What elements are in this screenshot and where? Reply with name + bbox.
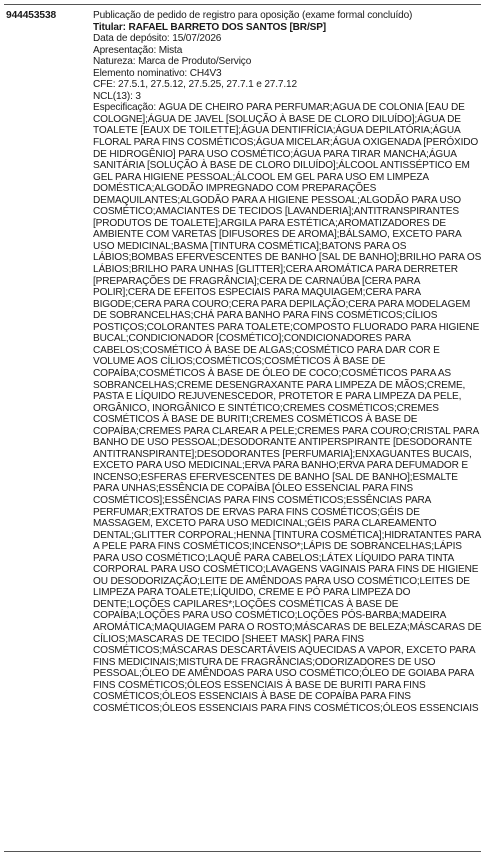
holder-name: Titular: RAFAEL BARRETO DOS SANTOS [BR/SP] [93, 21, 326, 33]
ncl-class: NCL(13): 3 [93, 90, 141, 102]
bottom-divider [4, 851, 481, 852]
top-divider [4, 4, 481, 5]
specification-container [93, 102, 482, 833]
nominative-element: Elemento nominativo: CH4V3 [93, 67, 222, 79]
deposit-date: Data de depósito: 15/07/2026 [93, 33, 222, 45]
process-number: 944453538 [6, 10, 57, 21]
dispatch-description: Publicação de pedido de registro para oposição (exame formal concluído) [93, 10, 413, 21]
specification-text: Especificação: ÁGUA DE CHEIRO PARA PERFUMAR;ÁGUA DE COLÔNIA [EAU DE COLOGNE];ÁGUA DE JAVEL [SOLUÇÃO À BASE DE CLORO DILUÍDO];ÁGUA DE TOALETE [EAUX DE TOILETTE];ÁGUA DENTIFRÍCIA;ÁGUA DEPILATÓRIA;ÁGUA FLORAL PARA FINS COSMÉTICOS;ÁGUA MICELAR;ÁGUA OXIGENADA [PERÓXIDO DE HIDROGÊNIO] PARA USO COSMÉTICO;ÁGUA PARA TIRAR MANCHA;ÁGUA SANITÁRIA [SOLUÇÃO À BASE DE CLORO DILUÍDO];ÁLCOOL ANTISSÉPTICO EM GEL PARA HIGIENE PESSOAL;ÁLCOOL EM GEL PARA USO EM LIMPEZA DOMÉSTICA;ALGODÃO IMPREGNADO COM PREPARAÇÕES DEMAQUILANTES;ALGODÃO PARA A HIGIENE PESSOAL;ALGODÃO PARA USO COSMÉTICO;AMACIANTES DE TECIDOS [LAVANDERIA];ANTITRANSPIRANTES [PRODUTOS DE TOALETE];ARGILA PARA ESTÉTICA;AROMATIZADORES DE AMBIENTE COM VARETAS [DIFUSORES DE AROMA];BÁLSAMO, EXCETO PARA USO MEDICINAL;BASMA [TINTURA COSMÉTICA];BATONS PARA OS LÁBIOS;BOMBAS EFERVESCENTES DE BANHO [SAL DE BANHO];BRILHO PARA OS LÁBIOS;BRILHO PARA UNHAS [GLITTER];CERA AROMÁTICA PARA DERRETER [PREPARAÇÕES DE FRAGRÂNCIA];CERA DE CARNAÚBA [CERA PARA POLIR];CERA DE EFEITOS ESPECIAIS PARA MAQUIAGEM;CERA PARA BIGODE;CERA PARA COURO;CERA PARA DEPILAÇÃO;CERA PARA MODELAGEM DE SOBRANCELHAS;CHÁ PARA BANHO PARA FINS COSMÉTICOS;CÍLIOS POSTIÇOS;COLORANTES PARA TOALETE;COMPOSTO FLUORADO PARA HIGIENE BUCAL;CONDICIONADOR [COSMÉTICO];CONDICIONADORES PARA CABELOS;COSMÉTICO À BASE DE ALGAS;COSMÉTICO PARA DAR COR E VOLUME AOS CÍLIOS;COSMÉTICOS;COSMÉTICOS À BASE DE COPAÍBA;COSMÉTICOS À BASE DE ÓLEO DE COCO;COSMÉTICOS PARA AS SOBRANCELHAS;CREME DESENGRAXANTE PARA LIMPEZA DE MÃOS;CREME, PASTA E LÍQUIDO REJUVENESCEDOR, PROTETOR E PARA LIMPEZA DA PELE, ORGÂNICO, INORGÂNICO E SINTÉTICO;CREMES COSMÉTICOS;CREMES COSMÉTICOS À BASE DE BURITI;CREMES COSMÉTICOS À BASE DE COPAÍBA;CREMES PARA CLAREAR A PELE;CREMES PARA COURO;CRISTAL PARA BANHO DE USO PESSOAL;DESODORANTE ANTIPERSPIRANTE [DESODORANTE ANTITRANSPIRANTE];DESODORANTES [PERFUMARIA];ENXAGUANTES BUCAIS, EXCETO PARA USO MEDICINAL;ERVA PARA BANHO;ERVA PARA DEFUMADOR E INCENSO;ESFERAS EFERVESCENTES DE BANHO [SAL DE BANHO];ESMALTE PARA UNHAS;ESSÊNCIA DE COPAÍBA [ÓLEO ESSENCIAL PARA FINS COSMÉTICOS];ESSÊNCIAS PARA FINS COSMÉTICOS;ESSÊNCIAS PARA PERFUMAR;EXTRATOS DE ERVAS PARA FINS COSMÉTICOS;GÉIS DE MASSAGEM, EXCETO PARA USO MEDICINAL;GÉIS PARA CLAREAMENTO DENTAL;GLITTER CORPORAL;HENNA [TINTURA COSMÉTICA];HIDRATANTES PARA A PELE PARA FINS COSMÉTICOS;INCENSO*;LÁPIS DE SOBRANCELHAS;LÁPIS PARA USO COSMÉTICO;LAQUÊ PARA CABELOS;LÁTEX LÍQUIDO PARA TINTA CORPORAL PARA USO COSMÉTICO;LAVAGENS VAGINAIS PARA FINS DE HIGIENE OU DESODORIZAÇÃO;LEITE DE AMÊNDOAS PARA USO COSMÉTICO;LEITES DE LIMPEZA PARA TOALETE;LÍQUIDO, CREME E PÓ PARA LIMPEZA DO DENTE;LOÇÕES CAPILARES*;LOÇÕES COSMÉTICAS À BASE DE COPAÍBA;LOÇÕES PARA USO COSMÉTICO;LOÇÕES PÓS-BARBA;MADEIRA AROMÁTICA;MAQUIAGEM PARA O ROSTO;MÁSCARAS DE BELEZA;MÁSCARAS DE CÍLIOS;MASCARAS DE TECIDO [SHEET MASK] PARA FINS COSMÉTICOS;MÁSCARAS DESCARTÁVEIS AQUECIDAS A VAPOR, EXCETO PARA FINS MEDICINAIS;MISTURA DE FRAGRÂNCIAS;ODORIZADORES DE USO PESSOAL;ÓLEO DE AMÊNDOAS PARA USO COSMÉTICO;ÓLEO DE GOIABA PARA FINS COSMÉTICOS;ÓLEOS ESSENCIAIS À BASE DE BURITI PARA FINS COSMÉTICOS;ÓLEOS ESSENCIAIS À BASE DE COPAÍBA PARA FINS COSMÉTICOS;ÓLEOS ESSENCIAIS PARA FINS COSMÉTICOS;ÓLEOS ESSENCIAIS [93, 102, 482, 714]
cfe-codes: CFE: 27.5.1, 27.5.12, 27.5.25, 27.7.1 e 27.7.12 [93, 79, 297, 91]
presentation-type: Apresentação: Mista [93, 44, 183, 56]
mark-nature: Natureza: Marca de Produto/Serviço [93, 56, 252, 68]
record-details [93, 10, 482, 833]
